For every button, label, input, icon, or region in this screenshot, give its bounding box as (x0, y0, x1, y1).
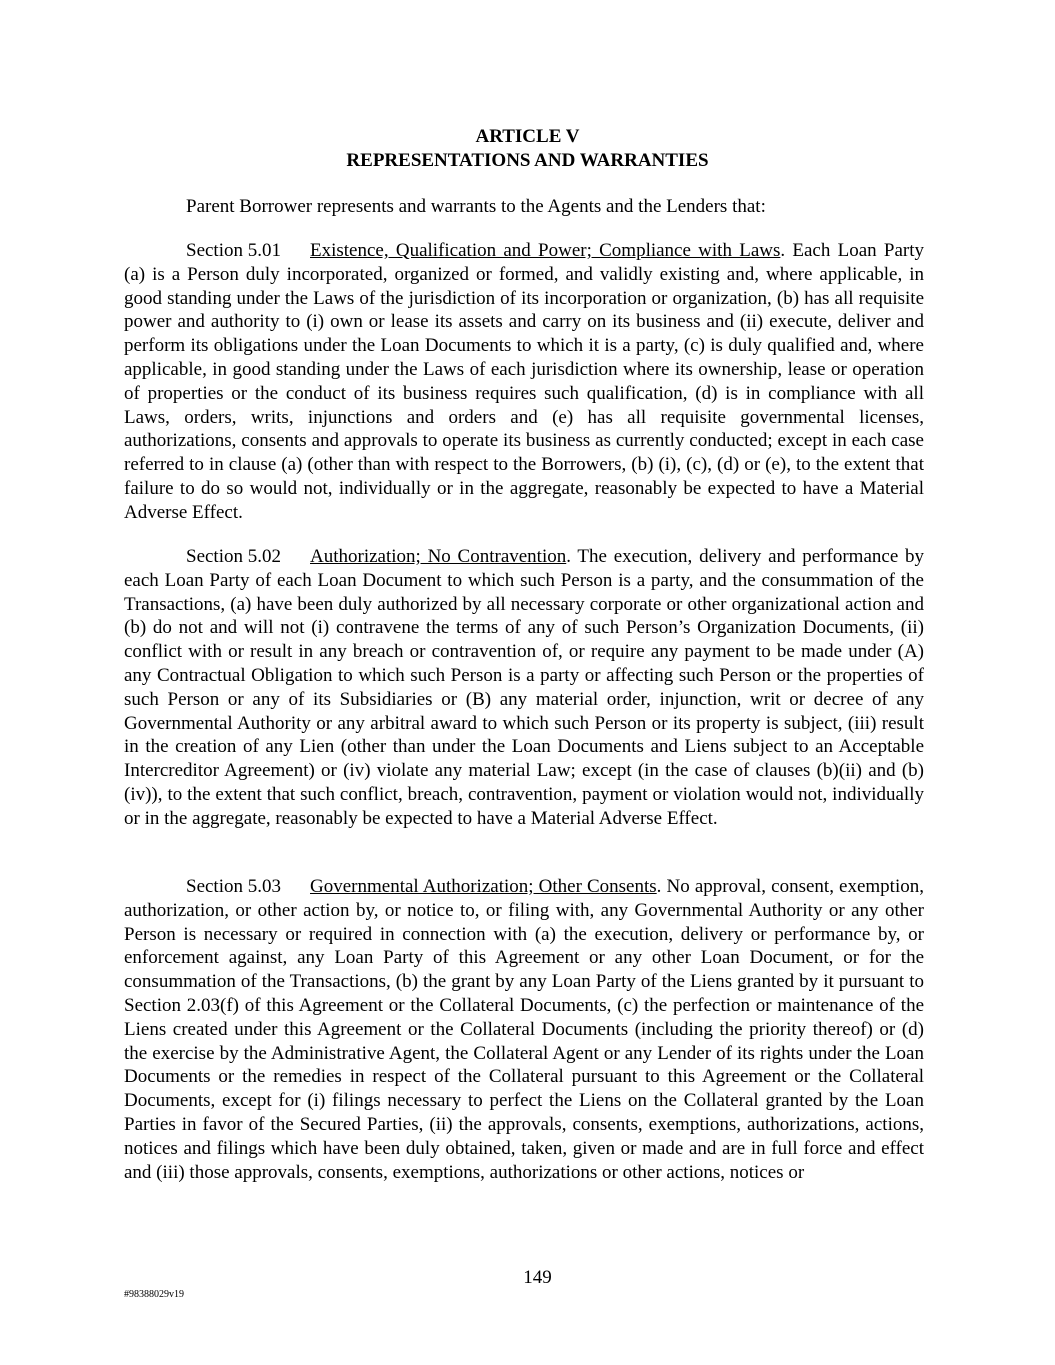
page-number: 149 (523, 1267, 552, 1288)
section-number: Section 5.03 (186, 876, 281, 897)
section-number: Section 5.02 (186, 546, 281, 567)
section-number: Section 5.01 (186, 240, 281, 261)
section-body: . Each Loan Party (a) is a Person duly incorporated, organized or formed, and validly existing and, where applicable, in good standing under the Laws of the jurisdiction of its incorporation or organization, (b) has all requisite power and authority to (i) own or lease its assets and carry on its business and (ii) execute, deliver and perform its obligations under the Loan Documents to which it is a party, (c) is duly qualified and, where applicable, in good standing under the Laws of each jurisdiction where its ownership, lease or operation of properties or the conduct of its business requires such qualification, (d) is in compliance with all Laws, orders, writs, injunctions and orders and (e) has all requisite governmental licenses, authorizations, consents and approvals to operate its business as currently conducted; except in each case referred to in clause (a) (other than with respect to the Borrowers, (b) (i), (c), (d) or (e), to the extent that failure to do so would not, individually or in the aggregate, reasonably be expected to have a Material Adverse Effect. (124, 240, 924, 523)
section-title: Authorization; No Contravention (310, 546, 567, 567)
article-number: ARTICLE V (475, 126, 580, 147)
section-5-01 (124, 239, 924, 525)
document-id: #98388029v19 (124, 1289, 184, 1300)
intro-paragraph: Parent Borrower represents and warrants to the Agents and the Lenders that: (186, 196, 766, 217)
section-5-02 (124, 545, 924, 831)
section-body: . The execution, delivery and performance by each Loan Party of each Loan Document to which such Person is a party, and the consummation of the Transactions, (a) have been duly authorized by all necessary corporate or other organizational action and (b) do not and will not (i) contravene the terms of any of such Person’s Organization Documents, (ii) conflict with or result in any breach or contravention of, or require any payment to be made under (A) any Contractual Obligation to which such Person is a party or affecting such Person or the properties of such Person or any of its Subsidiaries or (B) any material order, injunction, writ or decree of any Governmental Authority or any arbitral award to which such Person or its property is subject, (iii) result in the creation of any Lien (other than under the Loan Documents and Liens subject to an Acceptable Intercreditor Agreement) or (iv) violate any material Law; except (in the case of clauses (b)(ii) and (b)(iv)), to the extent that such conflict, breach, contravention, payment or violation would not, individually or in the aggregate, reasonably be expected to have a Material Adverse Effect. (124, 546, 925, 829)
article-title: REPRESENTATIONS AND WARRANTIES (346, 150, 709, 171)
section-title: Existence, Qualification and Power; Compliance with Laws (310, 240, 781, 261)
section-title: Governmental Authorization; Other Consents (310, 876, 657, 897)
section-5-03 (124, 875, 924, 1184)
section-body: . No approval, consent, exemption, authorization, or other action by, or notice to, or filing with, any Governmental Authority or any other Person is necessary or required in connection with (a) the execution, delivery or performance by, or enforcement against, any Loan Party of this Agreement or any other Loan Document, or for the consummation of the Transactions, (b) the grant by any Loan Party of the Liens granted by it pursuant to Section 2.03(f) of this Agreement or the Collateral Documents, (c) the perfection or maintenance of the Liens created under this Agreement or the Collateral Documents (including the priority thereof) or (d) the exercise by the Administrative Agent, the Collateral Agent or any Lender of its rights under the Loan Documents or the remedies in respect of the Collateral pursuant to this Agreement or the Collateral Documents, except for (i) filings necessary to perfect the Liens on the Collateral granted by the Loan Parties in favor of the Secured Parties, (ii) the approvals, consents, exemptions, authorizations, actions, notices and filings which have been duly obtained, taken, given or made and are in full force and effect and (iii) those approvals, consents, exemptions, authorizations or other actions, notices or (124, 876, 924, 1183)
